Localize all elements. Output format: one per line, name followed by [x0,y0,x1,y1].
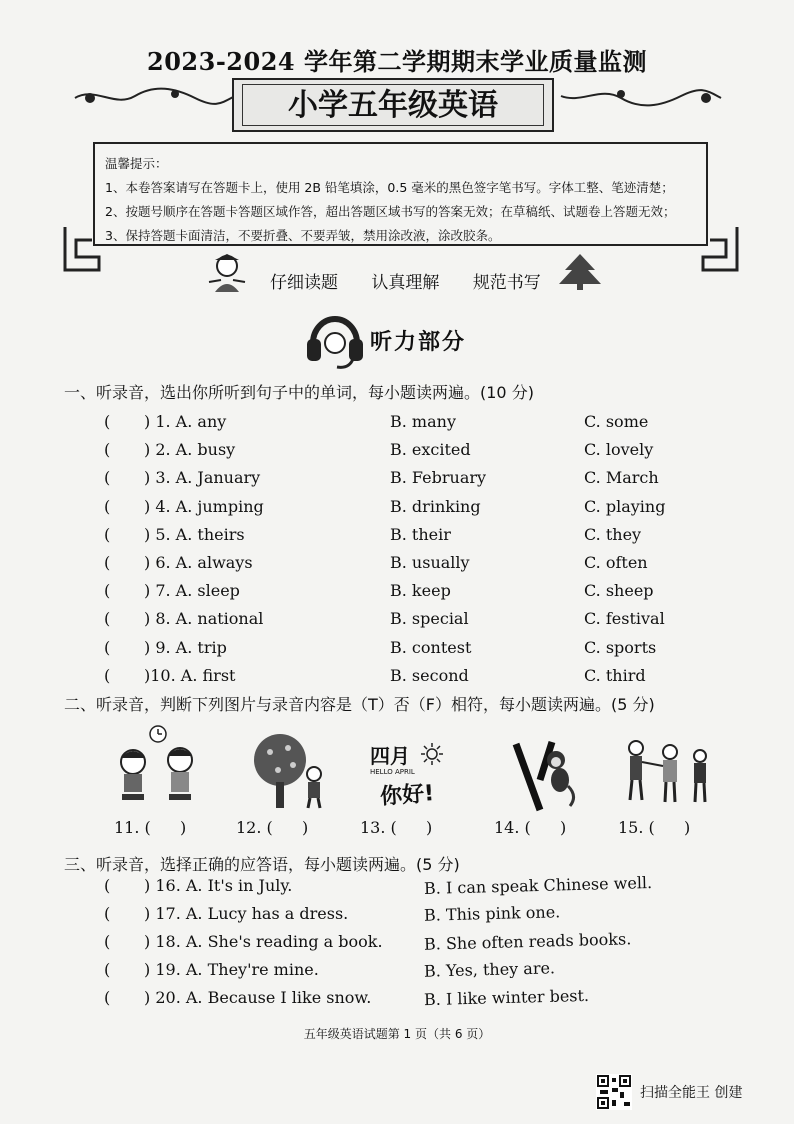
response-option-b: B. This pink one. [423,902,561,925]
response-option-b: B. She often reads books. [423,929,632,954]
scanner-watermark: 扫描全能王 创建 [640,1085,743,1101]
motto-item: 仔细读题 [270,273,338,293]
subject-banner [232,78,554,132]
notice-box [93,142,708,246]
picture-answer-label: 14. ( [494,818,531,837]
option-c: C. March [584,468,659,487]
option-b: B. special [390,609,469,628]
answer-paren[interactable]: ( [104,666,111,685]
notice-item: 2、按题号顺序在答题卡答题区域作答，超出答题区域书写的答案无效；在草稿纸、试题卷上答题无效； [105,204,676,219]
notice-item: 3、保持答题卡面清洁，不要折叠、不要弄皱，禁用涂改液，涂改胶条。 [105,228,501,243]
response-option-b: B. I like winter best. [423,985,590,1010]
option-c: C. often [584,553,648,572]
picture-answer-paren[interactable]: ) [180,818,187,837]
tree-ornament-icon [555,252,605,292]
picture-answer-label: 13. ( [360,818,397,837]
option-c: C. third [584,666,646,685]
picture-answer-paren[interactable]: ) [684,818,691,837]
option-c: C. festival [584,609,665,628]
picture-kids-clock [108,722,208,807]
option-b: B. contest [390,638,472,657]
option-b: B. second [390,666,469,685]
option-c: C. playing [584,497,666,516]
page-footer: 五年级英语试题第 1 页（共 6 页） [303,1027,491,1041]
answer-paren[interactable]: ( [104,904,111,923]
answer-paren[interactable]: ( [104,960,111,979]
sun-icon [420,742,444,766]
answer-paren[interactable]: ( [104,932,111,951]
right-swirl-ornament [556,84,726,110]
option-b: B. usually [390,553,470,572]
picture-tree-boy [248,730,332,810]
answer-paren[interactable]: ( [104,988,111,1007]
option-b: B. many [390,412,456,431]
picture-answer-paren[interactable]: ) [302,818,309,837]
picture-answer-label: 11. ( [114,818,151,837]
picture-answer-paren[interactable]: ) [426,818,433,837]
picture-monkey [510,740,580,812]
option-a: ) 3. A. January [144,468,261,487]
answer-paren[interactable]: ( [104,412,111,431]
option-a: ) 8. A. national [144,609,264,628]
option-a: ) 9. A. trip [144,638,227,657]
answer-paren[interactable]: ( [104,581,111,600]
answer-paren[interactable]: ( [104,609,111,628]
section3-heading: 三、听录音，选择正确的应答语，每小题读两遍。(5 分) [64,855,460,874]
student-figure-icon [205,252,249,296]
response-option-a: ) 20. A. Because I like snow. [144,988,372,1007]
motto-item: 规范书写 [472,273,541,293]
answer-paren[interactable]: ( [104,468,111,487]
answer-paren[interactable]: ( [104,440,111,459]
option-c: C. sports [584,638,657,657]
option-c: C. lovely [584,440,654,459]
answer-paren[interactable]: ( [104,876,111,895]
motto-row [270,268,559,293]
response-option-a: ) 16. A. It's in July. [144,876,293,895]
response-option-a: ) 19. A. They're mine. [144,960,319,979]
answer-paren[interactable]: ( [104,497,111,516]
picture-text-nihao: 你好! [379,781,435,810]
option-a: ) 2. A. busy [144,440,236,459]
section2-heading: 二、听录音，判断下列图片与录音内容是（T）否（F）相符，每小题读两遍。(5 分) [64,695,655,714]
answer-paren[interactable]: ( [104,553,111,572]
picture-hello-april [362,740,452,810]
option-a: ) 4. A. jumping [144,497,264,516]
subject-title: 小学五年级英语 [242,84,544,126]
picture-answer-label: 15. ( [618,818,655,837]
notice-item: 1、本卷答案请写在答题卡上，使用 2B 铅笔填涂，0.5 毫米的黑色签字笔书写。字体工整、笔迹清楚； [105,180,674,195]
option-b: B. their [390,525,451,544]
option-c: C. sheep [584,581,654,600]
option-b: B. drinking [390,497,481,516]
headphones-icon [303,305,367,371]
response-option-a: ) 17. A. Lucy has a dress. [144,904,349,923]
notice-heading: 温馨提示： [105,156,168,171]
picture-text-april: 四月 [370,744,410,768]
option-a: ) 5. A. theirs [144,525,245,544]
answer-paren[interactable]: ( [104,638,111,657]
picture-answer-label: 12. ( [236,818,273,837]
response-option-b: B. Yes, they are. [423,958,556,981]
response-option-a: ) 18. A. She's reading a book. [144,932,383,951]
option-a: ) 1. A. any [144,412,227,431]
left-swirl-ornament [70,84,240,110]
picture-three-people [622,738,714,808]
picture-text-hello: HELLO APRIL [370,768,415,776]
option-b: B. excited [390,440,471,459]
response-option-b: B. I can speak Chinese well. [423,873,653,898]
option-a: )10. A. first [144,666,236,685]
option-c: C. they [584,525,642,544]
option-b: B. keep [390,581,451,600]
option-c: C. some [584,412,649,431]
option-b: B. February [390,468,487,487]
answer-paren[interactable]: ( [104,525,111,544]
listening-part-title: 听力部分 [370,330,467,355]
exam-title: 2023-2024 学年第二学期期末学业质量监测 [147,47,647,76]
option-a: ) 7. A. sleep [144,581,240,600]
motto-item: 认真理解 [371,273,440,293]
qr-code-icon [596,1074,632,1110]
picture-answer-paren[interactable]: ) [560,818,567,837]
option-a: ) 6. A. always [144,553,253,572]
section1-heading: 一、听录音，选出你所听到句子中的单词，每小题读两遍。(10 分) [64,383,534,402]
